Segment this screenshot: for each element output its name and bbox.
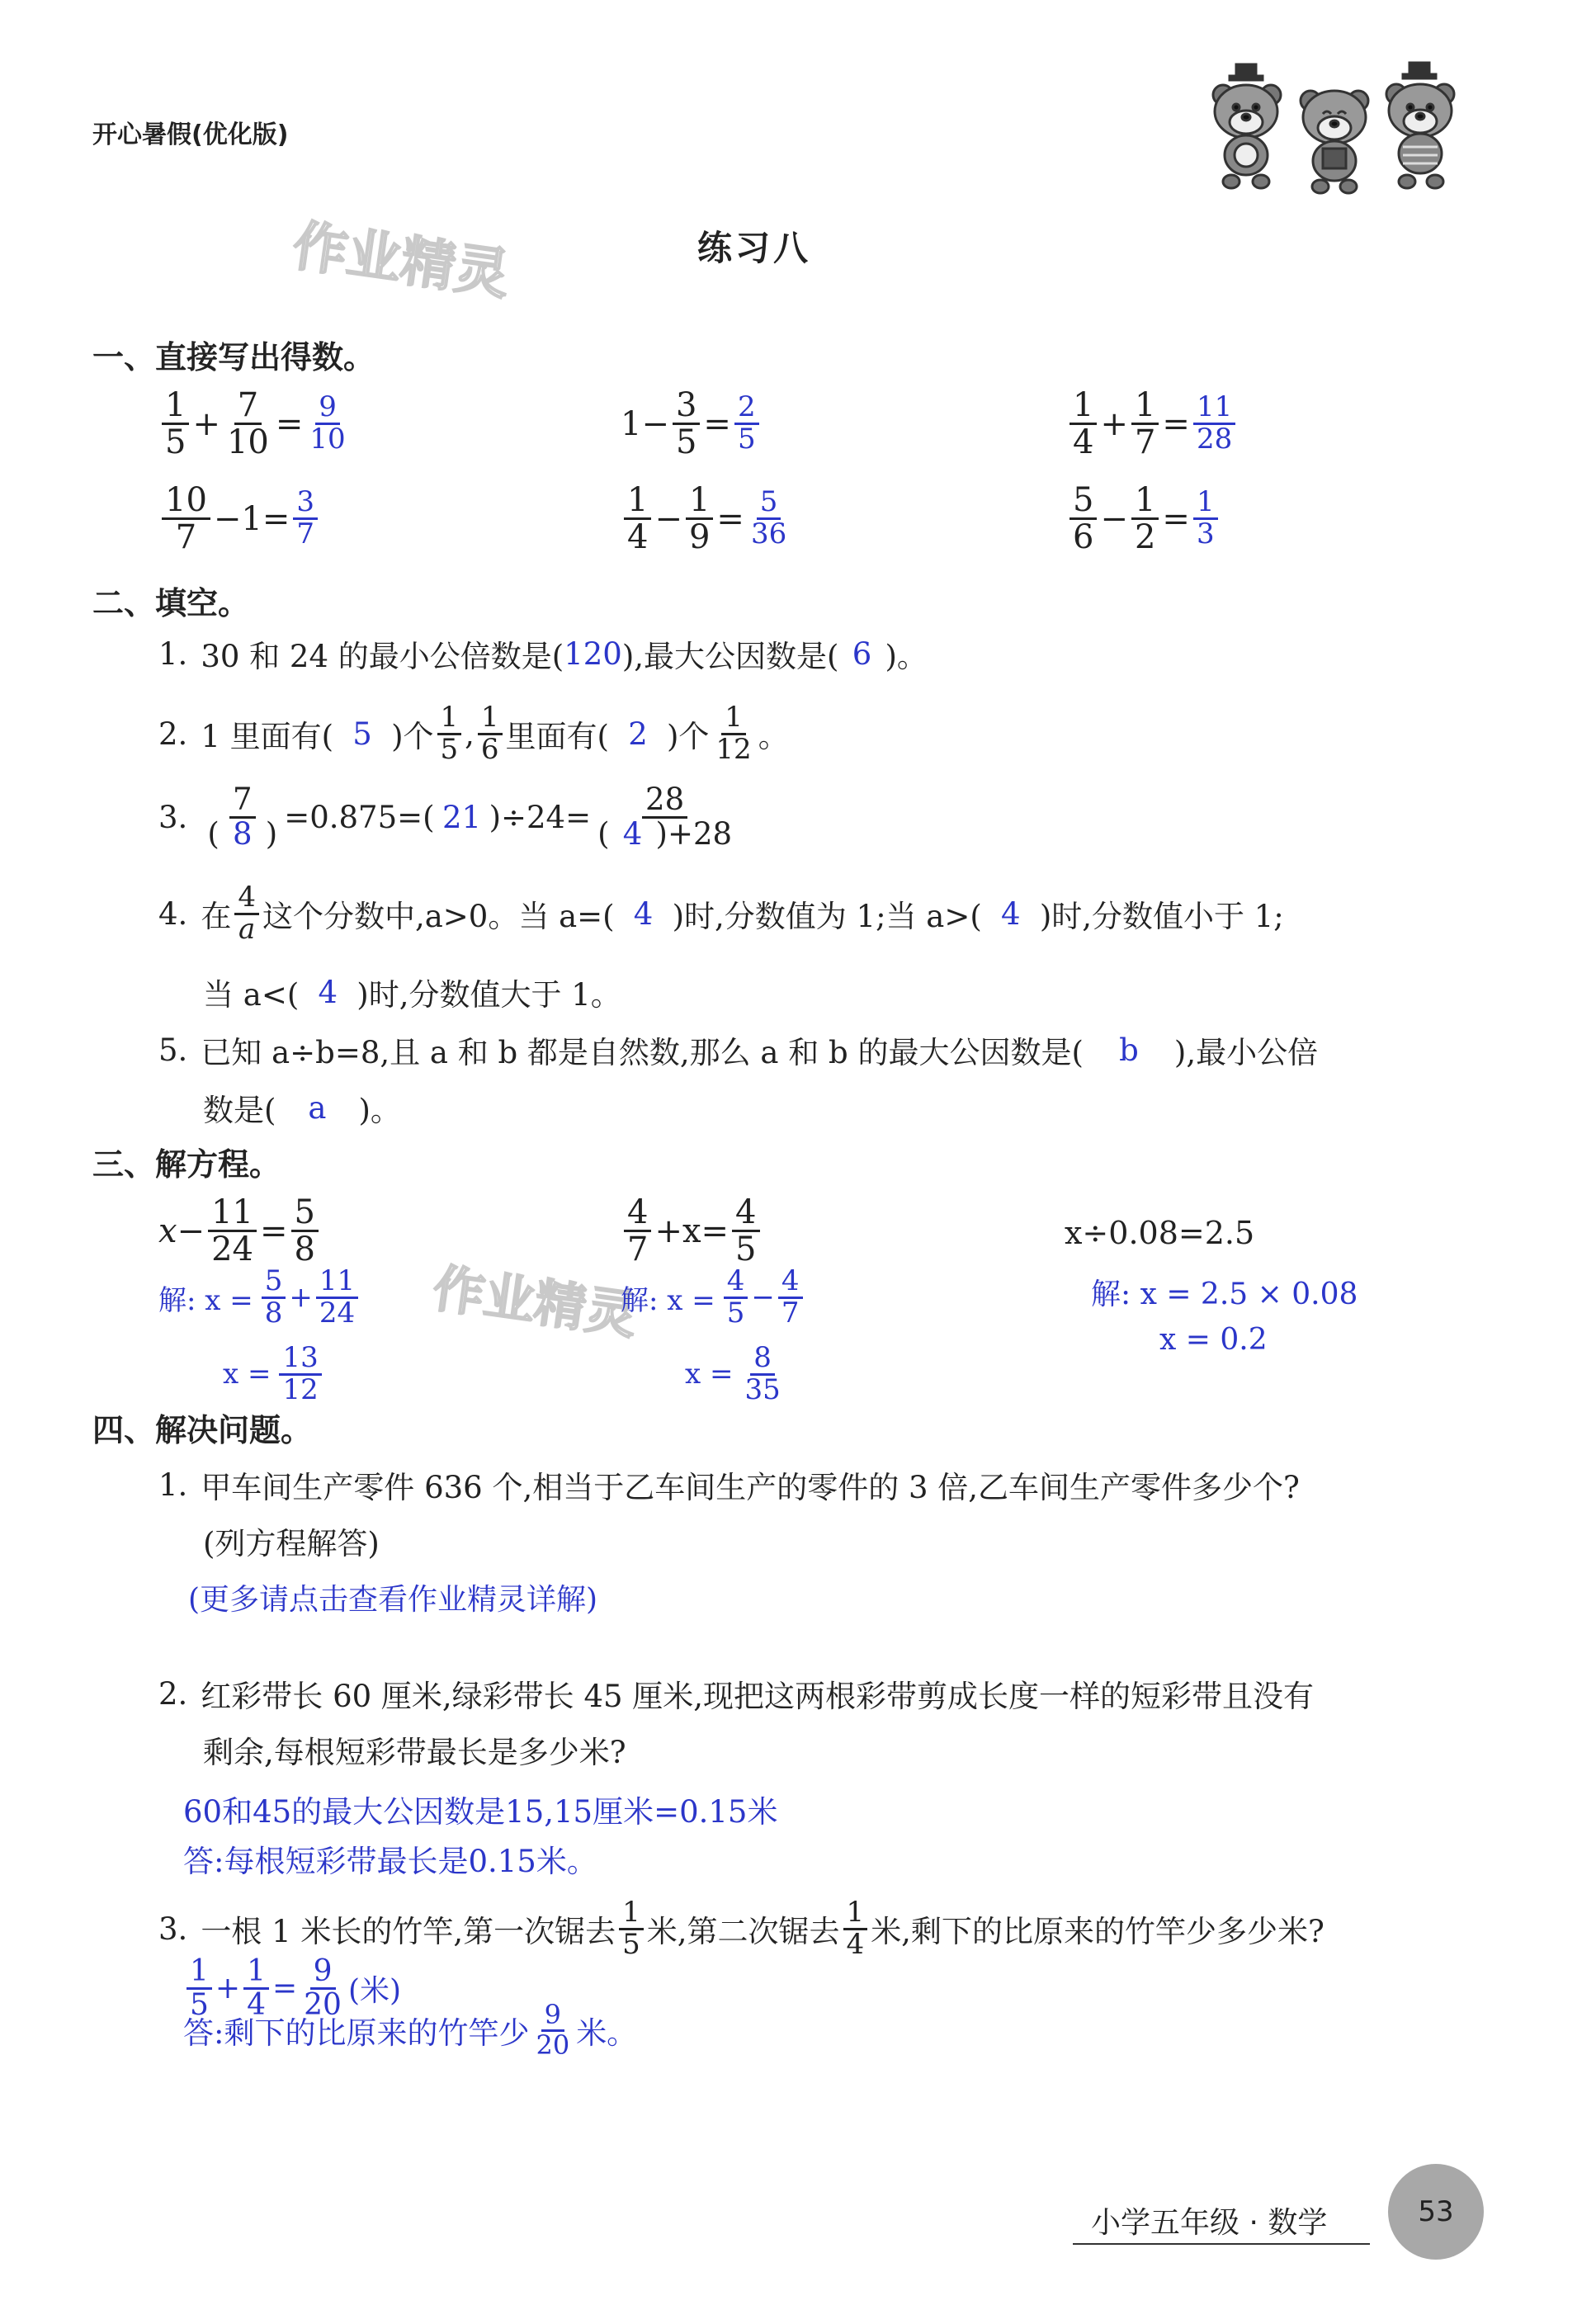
word-problem-3: 3. 一根 1 米长的竹竿,第一次锯去 $\frac{1}{5}$ 米,第二次锯去 $\frac{1}{4}$ 米,剩下的比原来的竹竿少多少米? (158, 1896, 1324, 1961)
fill-question-2: 2. 1 里面有( 5 )个 $\frac{1}{5}$ , $\frac{1}{6}$ 里面有( 2 )个 $\frac{1}{12}$ 。 (158, 701, 789, 766)
word-problem-2-line-2: 剩余,每根短彩带最长是多少米? (203, 1735, 626, 1770)
answer: 5 (352, 716, 372, 752)
bear-right (1386, 63, 1454, 188)
section-3-heading: 三、解方程。 (92, 1146, 281, 1183)
bear-middle (1301, 91, 1368, 193)
answer: 8 (232, 815, 253, 852)
calc-problem-1: $\frac{1}{5}$ + $\frac{7}{10}$ = $\frac{9}{10}$ (158, 388, 352, 460)
word-problem-3-answer-line-2: 答:剩下的比原来的竹竿少 $\frac{9}{20}$ 米。 (183, 1999, 638, 2061)
equation-1-solution-step-1: 解: x = $\frac{5}{8}$ + $\frac{11}{24}$ (158, 1267, 361, 1328)
answer: $\frac{11}{28}$ (1193, 393, 1235, 454)
fill-question-5-line-1: 5. 已知 a÷b=8,且 a 和 b 都是自然数,那么 a 和 b 的最大公因数是( b ),最小公倍 (158, 1032, 1319, 1070)
fill-question-3: 3. $\frac{7}{( 8 )}$ =0.875=( 21 )÷24= $\frac{28}{( 4 )+28}$ (158, 782, 733, 852)
word-problem-1-answer-link[interactable]: (更多请点击查看作业精灵详解) (188, 1583, 598, 1617)
answer: 4 (622, 815, 643, 852)
calc-problem-3: $\frac{1}{4}$ + $\frac{1}{7}$ = $\frac{11}{28}$ (1066, 388, 1239, 460)
page-number: 53 (1418, 2195, 1454, 2228)
equation-1-solution-step-2: x = $\frac{13}{12}$ (223, 1344, 325, 1405)
equation-2-solution-step-1: 解: x = $\frac{4}{5}$ − $\frac{4}{7}$ (621, 1267, 806, 1328)
answer: $\frac{3}{7}$ (293, 488, 318, 549)
page-number-badge (1388, 2164, 1484, 2260)
answer: 21 (442, 799, 482, 835)
answer: 120 (564, 635, 622, 672)
fill-question-4-line-1: 4. 在 $\frac{4}{a}$ 这个分数中,a>0。当 a=( 4 )时,分数值为 1;当 a>( 4 )时,分数值小于 1; (158, 881, 1284, 946)
watermark-top: 作业精灵 (289, 213, 514, 307)
calc-problem-4: $\frac{10}{7}$ −1= $\frac{3}{7}$ (158, 483, 321, 555)
page-title: 练习八 (697, 228, 812, 268)
answer: 2 (628, 716, 648, 752)
answer: 4 (633, 895, 654, 932)
fill-question-4-line-2: 当 a<( 4 )时,分数值大于 1。 (203, 974, 621, 1013)
calc-problem-5: $\frac{1}{4}$ − $\frac{1}{9}$ = $\frac{5}{36}$ (621, 483, 793, 555)
answer: 4 (318, 974, 338, 1010)
book-title: 开心暑假(优化版) (92, 120, 289, 149)
calc-problem-2: 1− $\frac{3}{5}$ = $\frac{2}{5}$ (621, 388, 763, 460)
answer: 6 (852, 635, 872, 672)
equation-3-solution-step-2: x = 0.2 (1159, 1323, 1268, 1357)
word-problem-2-answer-line-2: 答:每根短彩带最长是0.15米。 (183, 1844, 597, 1879)
equation-1: x− $\frac{11}{24}$ = $\frac{5}{8}$ (158, 1195, 322, 1267)
word-problem-3-answer-line-1: $\frac{1}{5}$ + $\frac{1}{4}$ = $\frac{9}{20}$ (米) (183, 1956, 401, 2021)
bear-left (1213, 64, 1281, 188)
section-2-heading: 二、填空。 (92, 585, 250, 621)
footer-subject: 小学五年级 · 数学 (1091, 2206, 1328, 2240)
answer: $\frac{5}{36}$ (750, 485, 787, 550)
watermark-middle: 作业精灵 (429, 1258, 641, 1346)
equation-2: $\frac{4}{7}$ +x= $\frac{4}{5}$ (621, 1195, 763, 1267)
calc-problem-6: $\frac{5}{6}$ − $\frac{1}{2}$ = $\frac{1}{3}$ (1066, 483, 1221, 555)
equation-2-solution-step-2: x = $\frac{8}{35}$ (685, 1341, 781, 1406)
answer: 4 (1001, 895, 1021, 932)
word-problem-1-line-1: 1. 甲车间生产零件 636 个,相当于乙车间生产的零件的 3 倍,乙车间生产零件多少个? (158, 1467, 1300, 1505)
section-4-heading: 四、解决问题。 (92, 1412, 313, 1448)
bear-mascots-illustration (1188, 58, 1485, 198)
fill-question-1: 1. 30 和 24 的最小公倍数是( 120 ),最大公因数是( 6 )。 (158, 635, 928, 674)
answer: b (1119, 1032, 1139, 1068)
answer: a (308, 1089, 327, 1126)
answer: $\frac{1}{3}$ (1193, 488, 1218, 549)
fill-question-5-line-2: 数是( a )。 (203, 1089, 401, 1128)
section-1-heading: 一、直接写出得数。 (92, 339, 375, 376)
word-problem-1-line-2: (列方程解答) (203, 1526, 380, 1561)
equation-3-solution-step-1: 解: x = 2.5 × 0.08 (1091, 1278, 1358, 1311)
word-problem-2-line-1: 2. 红彩带长 60 厘米,绿彩带长 45 厘米,现把这两根彩带剪成长度一样的短彩带且没有 (158, 1675, 1315, 1714)
answer: $\frac{9}{10}$ (309, 390, 346, 456)
word-problem-2-answer-line-1: 60和45的最大公因数是15,15厘米=0.15米 (183, 1794, 778, 1830)
footer-rule (1073, 2243, 1370, 2245)
answer: $\frac{2}{5}$ (734, 393, 759, 454)
equation-3: x÷0.08=2.5 (1065, 1215, 1255, 1251)
